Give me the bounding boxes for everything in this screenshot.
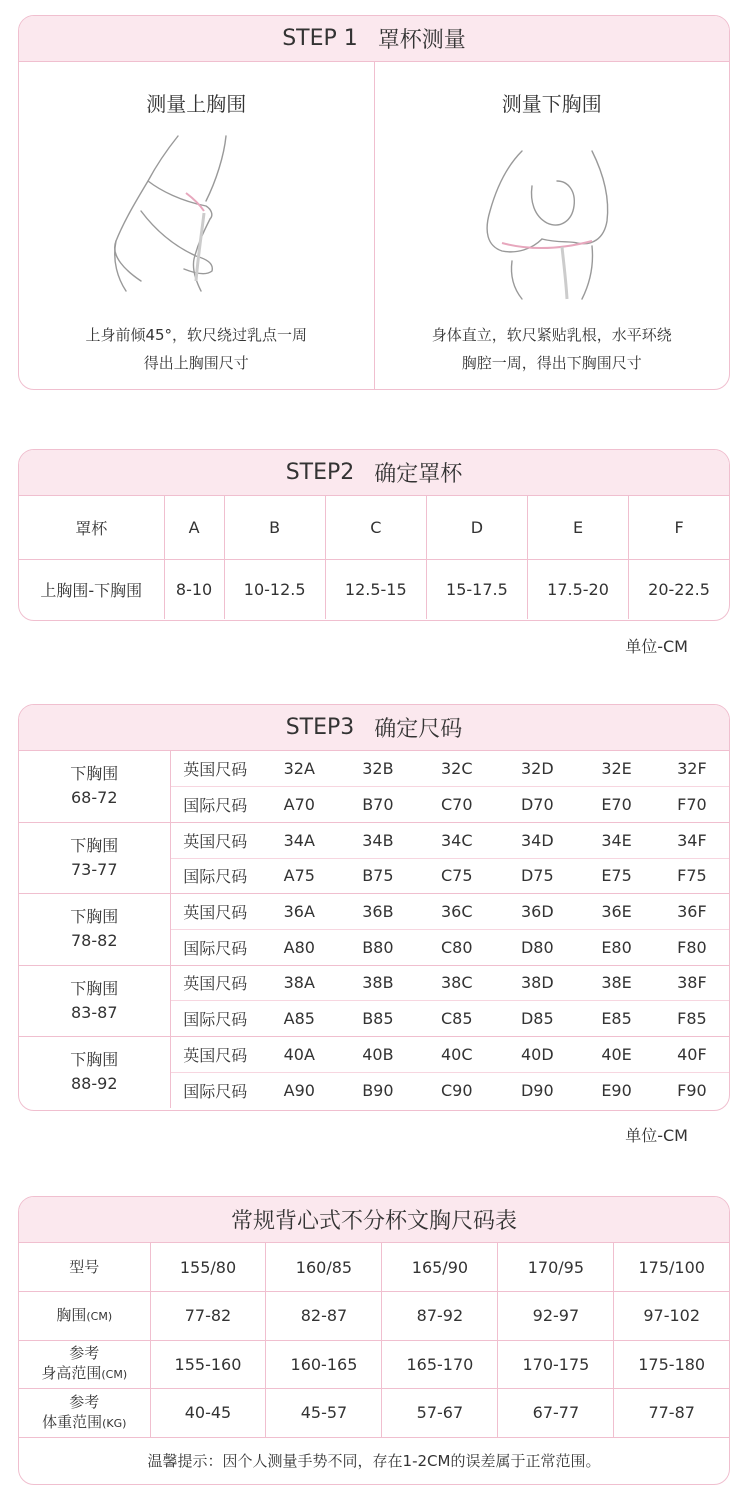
vest-size-cell: 165-170 xyxy=(382,1340,498,1389)
size-cell: 38E xyxy=(578,965,654,1001)
under-bust-panel xyxy=(374,62,730,389)
uk-size-label: 英国尺码 xyxy=(170,822,260,858)
vest-size-cell: 57-67 xyxy=(382,1389,498,1438)
size-cell: 40F xyxy=(655,1037,729,1073)
upper-bust-panel xyxy=(19,62,374,389)
step2-title: 确定罩杯 xyxy=(374,462,463,487)
size-cell: A80 xyxy=(260,929,339,965)
under-bust-desc-line1: 身体直立，软尺紧贴乳根，水平环绕 xyxy=(431,326,672,344)
size-cell: F80 xyxy=(655,929,729,965)
uk-size-label: 英国尺码 xyxy=(170,965,260,1001)
vest-size-cell: 67-77 xyxy=(498,1389,614,1438)
vest-size-cell: 92-97 xyxy=(498,1292,614,1341)
cup-header-label: 罩杯 xyxy=(19,496,164,559)
size-row xyxy=(19,822,729,858)
size-cell: F85 xyxy=(655,1001,729,1037)
size-cell: 40D xyxy=(496,1037,578,1073)
vest-size-cell: 175/100 xyxy=(614,1243,729,1292)
intl-size-label: 国际尺码 xyxy=(170,1001,260,1037)
size-cell: 32E xyxy=(601,759,632,779)
vest-size-header xyxy=(19,1197,729,1243)
size-cell: A75 xyxy=(260,858,339,894)
vest-size-card xyxy=(18,1196,730,1485)
size-cell: C90 xyxy=(417,1072,496,1108)
step1-header xyxy=(19,16,729,62)
vest-size-cell: 160-165 xyxy=(266,1340,382,1389)
size-cell: A90 xyxy=(260,1072,339,1108)
vest-size-cell: 155-160 xyxy=(150,1340,266,1389)
size-cell: 34C xyxy=(417,822,496,858)
size-cell: 36D xyxy=(496,894,578,930)
cup-diff-cell: 15-17.5 xyxy=(426,559,527,619)
size-cell: 34B xyxy=(339,822,418,858)
cup-diff-cell: 17.5-20 xyxy=(527,559,628,619)
under-bust-illustration xyxy=(442,131,662,301)
size-row xyxy=(19,894,729,930)
size-cell: 36F xyxy=(655,894,729,930)
size-cell: C70 xyxy=(417,787,496,823)
vest-size-cell: 97-102 xyxy=(614,1292,729,1341)
vest-size-row xyxy=(19,1389,729,1438)
under-bust-desc-line2: 胸腔一周，得出下胸围尺寸 xyxy=(461,354,642,372)
size-cell: 36B xyxy=(339,894,418,930)
intl-size-label: 国际尺码 xyxy=(170,929,260,965)
size-cell: F70 xyxy=(655,787,729,823)
vest-row-label-main: 胸围 xyxy=(56,1305,87,1324)
vest-row-unit: (KG) xyxy=(102,1416,127,1430)
vest-size-cell: 160/85 xyxy=(266,1243,382,1292)
measurement-note: 温馨提示：因个人测量手势不同，存在1-2CM的误差属于正常范围。 xyxy=(147,1452,601,1470)
size-cell: E70 xyxy=(578,787,654,823)
size-cell: 34E xyxy=(578,822,654,858)
size-cell: E80 xyxy=(578,929,654,965)
intl-size-label: 国际尺码 xyxy=(170,1072,260,1108)
upper-bust-title: 测量上胸围 xyxy=(146,92,247,116)
size-cell: E90 xyxy=(578,1072,654,1108)
size-row xyxy=(19,1037,729,1073)
vest-size-cell: 170/95 xyxy=(498,1243,614,1292)
size-cell: 36C xyxy=(417,894,496,930)
size-cell: D70 xyxy=(496,787,578,823)
cup-diff-row xyxy=(19,559,729,619)
step2-card xyxy=(18,449,730,621)
intl-size-label: 国际尺码 xyxy=(170,787,260,823)
size-cell: 38A xyxy=(260,965,339,1001)
size-cell: B85 xyxy=(339,1001,418,1037)
vest-row-unit: (CM) xyxy=(86,1309,113,1323)
underbust-group-label xyxy=(19,894,170,965)
size-cell: C75 xyxy=(417,858,496,894)
step1-step-label: STEP 1 xyxy=(282,26,358,51)
size-cell: D85 xyxy=(496,1001,578,1037)
step3-step-label: STEP3 xyxy=(285,715,355,740)
vest-size-cell: 155/80 xyxy=(150,1243,266,1292)
vest-size-table xyxy=(19,1243,729,1438)
size-row xyxy=(19,751,729,787)
step1-card xyxy=(18,15,730,390)
size-cell: 34D xyxy=(496,822,578,858)
cup-diff-cell: 12.5-15 xyxy=(325,559,426,619)
uk-size-label: 英国尺码 xyxy=(170,1037,260,1073)
underbust-group-label xyxy=(19,965,170,1036)
underbust-group-label xyxy=(19,1037,170,1108)
size-cell: 34F xyxy=(655,822,729,858)
cup-cell: A xyxy=(164,496,224,559)
size-row xyxy=(19,965,729,1001)
cup-header-row xyxy=(19,496,729,559)
size-cell: 38B xyxy=(339,965,418,1001)
size-cell: 40E xyxy=(578,1037,654,1073)
size-cell: B90 xyxy=(339,1072,418,1108)
underbust-label: 下胸围 xyxy=(70,764,119,784)
vest-size-cell: 82-87 xyxy=(266,1292,382,1341)
cup-diff-cell: 20-22.5 xyxy=(648,579,710,599)
upper-bust-illustration xyxy=(86,131,306,301)
vest-row-label-main: 参考 xyxy=(69,1392,100,1411)
vest-row-label xyxy=(19,1389,150,1438)
step2-step-label: STEP2 xyxy=(285,460,355,485)
step3-header xyxy=(19,705,729,751)
step2-header xyxy=(19,450,729,496)
size-cell: F90 xyxy=(655,1072,729,1108)
cup-cell: E xyxy=(527,496,628,559)
uk-size-label: 英国尺码 xyxy=(170,894,260,930)
vest-size-cell: 40-45 xyxy=(150,1389,266,1438)
vest-size-title: 常规背心式不分杯文胸尺码表 xyxy=(230,1209,517,1234)
vest-row-label-sub: 体重范围 xyxy=(42,1412,103,1431)
size-table xyxy=(19,751,729,1108)
vest-size-row xyxy=(19,1340,729,1389)
uk-size-label: 英国尺码 xyxy=(183,760,248,780)
size-cell: D75 xyxy=(496,858,578,894)
upper-bust-desc-line1: 上身前倾45°，软尺绕过乳点一周 xyxy=(85,326,308,344)
cup-diff-cell: 10-12.5 xyxy=(224,559,325,619)
vest-size-cell: 175-180 xyxy=(614,1340,729,1389)
underbust-label: 下胸围 xyxy=(70,907,119,927)
underbust-group-label xyxy=(19,822,170,893)
underbust-label: 下胸围 xyxy=(70,978,119,998)
size-cell: 32B xyxy=(362,759,394,779)
step3-card xyxy=(18,704,730,1111)
cup-diff-label: 上胸围-下胸围 xyxy=(19,559,164,619)
size-cell: A70 xyxy=(260,787,339,823)
size-cell: D90 xyxy=(496,1072,578,1108)
step3-title: 确定尺码 xyxy=(374,717,463,742)
underbust-label: 下胸围 xyxy=(70,836,119,856)
vest-row-label xyxy=(19,1340,150,1389)
size-cell: 32D xyxy=(520,759,554,779)
cup-cell: B xyxy=(224,496,325,559)
vest-size-cell: 87-92 xyxy=(382,1292,498,1341)
step1-title: 罩杯测量 xyxy=(377,28,466,53)
size-cell: 40C xyxy=(417,1037,496,1073)
step2-unit: 单位-CM xyxy=(625,637,688,656)
size-cell: 32A xyxy=(283,759,315,779)
size-cell: B80 xyxy=(339,929,418,965)
size-cell: E75 xyxy=(578,858,654,894)
intl-size-label: 国际尺码 xyxy=(170,858,260,894)
vest-row-label-sub: 身高范围 xyxy=(41,1364,102,1383)
size-cell: F75 xyxy=(655,858,729,894)
size-cell: 40B xyxy=(339,1037,418,1073)
vest-row-label-main: 型号 xyxy=(69,1258,100,1276)
cup-cell: F xyxy=(629,496,729,559)
size-cell: 38D xyxy=(496,965,578,1001)
size-cell: 36E xyxy=(578,894,654,930)
vest-size-cell: 77-87 xyxy=(614,1389,729,1438)
vest-size-row xyxy=(19,1292,729,1341)
size-cell: 38C xyxy=(417,965,496,1001)
cup-cell: D xyxy=(426,496,527,559)
size-cell: C85 xyxy=(417,1001,496,1037)
vest-size-cell: 170-175 xyxy=(498,1340,614,1389)
size-cell: E85 xyxy=(578,1001,654,1037)
vest-row-unit: (CM) xyxy=(101,1368,128,1382)
step3-unit: 单位-CM xyxy=(625,1126,688,1145)
size-cell: 32C xyxy=(440,759,473,779)
underbust-group-label xyxy=(19,751,170,822)
size-cell: B70 xyxy=(339,787,418,823)
size-cell: 34A xyxy=(260,822,339,858)
vest-row-label-main: 参考 xyxy=(69,1344,100,1363)
size-cell: B75 xyxy=(339,858,418,894)
size-cell: A85 xyxy=(260,1001,339,1037)
cup-table xyxy=(19,496,729,619)
vest-size-row xyxy=(19,1243,729,1292)
vest-size-cell: 45-57 xyxy=(266,1389,382,1438)
size-cell: D80 xyxy=(496,929,578,965)
underbust-range: 68-72 xyxy=(71,788,118,808)
underbust-range: 83-87 xyxy=(71,1002,118,1022)
size-cell: 40A xyxy=(260,1037,339,1073)
vest-size-cell: 165/90 xyxy=(382,1243,498,1292)
underbust-range: 88-92 xyxy=(71,1074,118,1094)
size-cell: 36A xyxy=(260,894,339,930)
cup-cell: C xyxy=(325,496,426,559)
vest-row-label xyxy=(19,1243,150,1292)
under-bust-title: 测量下胸围 xyxy=(501,92,602,116)
size-cell: C80 xyxy=(417,929,496,965)
vest-size-cell: 77-82 xyxy=(150,1292,266,1341)
cup-diff-cell: 8-10 xyxy=(164,559,224,619)
size-cell: 38F xyxy=(655,965,729,1001)
upper-bust-desc-line2: 得出上胸围尺寸 xyxy=(143,354,249,372)
underbust-range: 73-77 xyxy=(71,860,118,880)
underbust-label: 下胸围 xyxy=(70,1050,119,1070)
size-cell: 32F xyxy=(677,759,707,779)
vest-row-label xyxy=(19,1292,150,1341)
underbust-range: 78-82 xyxy=(71,931,118,951)
